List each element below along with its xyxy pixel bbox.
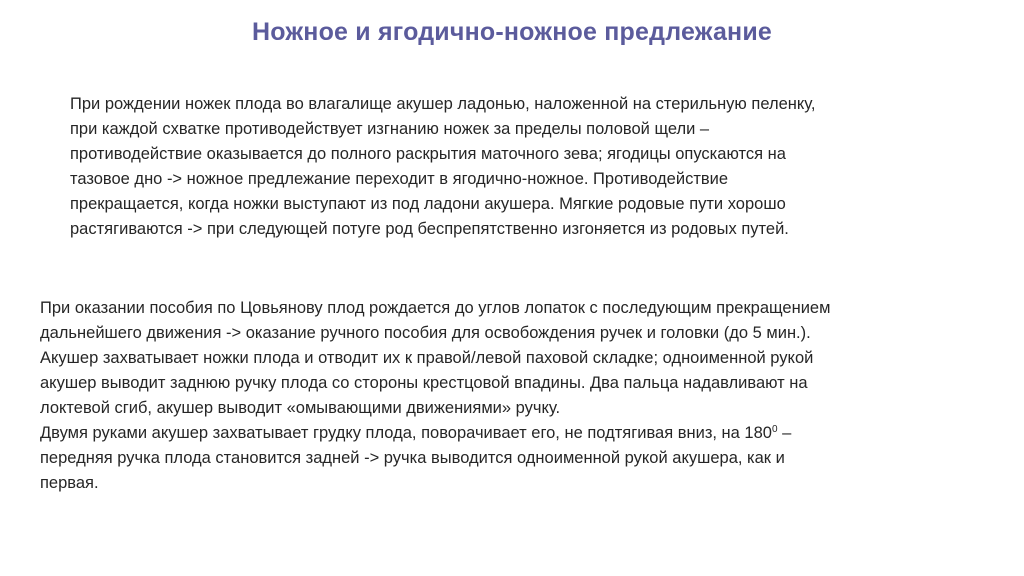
text-line: противодействие оказывается до полного раскрытия маточного зева; ягодицы опускаются на bbox=[70, 145, 786, 163]
text-line: при каждой схватке противодействует изгнанию ножек за пределы половой щели – bbox=[70, 120, 710, 138]
degree-superscript: 0 bbox=[771, 424, 778, 435]
slide-title: Ножное и ягодично-ножное предлежание bbox=[251, 18, 773, 46]
text-fragment: Двумя руками акушер захватывает грудку плода, поворачивает его, не подтягивая вниз, на 180 bbox=[40, 424, 772, 442]
text-line: При оказании пособия по Цовьянову плод рождается до углов лопаток с последующим прекращением bbox=[40, 299, 831, 317]
text-line: Акушер захватывает ножки плода и отводит их к правой/левой паховой складке; одноименной рукой bbox=[40, 349, 814, 367]
text-line-with-degree bbox=[40, 421, 1000, 446]
text-line: передняя ручка плода становится задней -> ручка выводится одноименной рукой акушера, как и bbox=[40, 449, 785, 467]
text-line: акушер выводит заднюю ручку плода со стороны крестцовой впадины. Два пальца надавливают на bbox=[40, 374, 808, 392]
paragraph-legs-presentation bbox=[70, 92, 975, 242]
text-line: локтевой сгиб, акушер выводит «омывающими движениями» ручку. bbox=[40, 399, 561, 417]
text-fragment: – bbox=[777, 424, 792, 442]
text-line: растягиваются -> при следующей потуге род беспрепятственно изгоняется из родовых путей. bbox=[70, 220, 789, 238]
text-line: первая. bbox=[40, 474, 99, 492]
text-line: тазовое дно -> ножное предлежание переходит в ягодично-ножное. Противодействие bbox=[70, 170, 729, 188]
text-line: При рождении ножек плода во влагалище акушер ладонью, наложенной на стерильную пеленку, bbox=[70, 95, 816, 113]
paragraph-tsovyanov-aid bbox=[40, 296, 1000, 496]
text-line: прекращается, когда ножки выступают из под ладони акушера. Мягкие родовые пути хорошо bbox=[70, 195, 786, 213]
text-line: дальнейшего движения -> оказание ручного пособия для освобождения ручек и головки (до 5 мин.). bbox=[40, 324, 811, 342]
